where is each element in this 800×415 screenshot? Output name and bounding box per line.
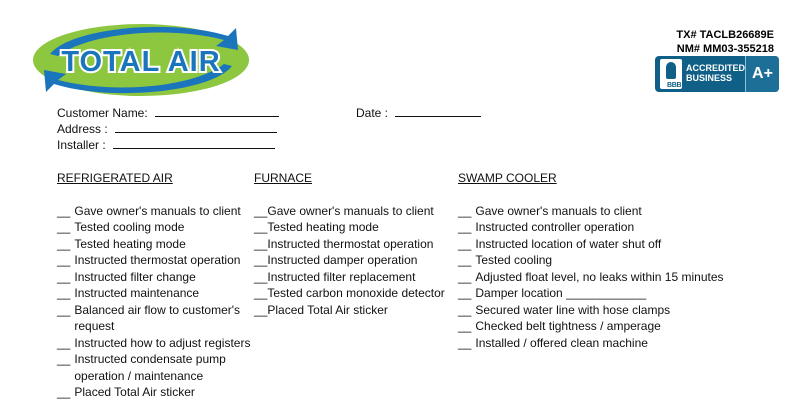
checkbox-blank[interactable]: __	[57, 236, 71, 251]
customer-name-field[interactable]	[57, 106, 279, 120]
checkbox-blank[interactable]: __	[458, 286, 472, 300]
checklist-item-label: Damper location ____________	[475, 286, 647, 300]
checklist-item-label: Instructed controller operation	[475, 220, 635, 234]
checklist-item[interactable]	[458, 219, 738, 236]
nm-license: NM# MM03-355218	[676, 43, 774, 55]
checklist-item-label: Checked belt tightness / amperage	[475, 319, 661, 333]
checkbox-blank[interactable]: __	[57, 286, 71, 300]
total-air-logo	[30, 20, 252, 98]
checklist-item[interactable]	[254, 285, 454, 302]
checkbox-blank[interactable]: __	[254, 269, 268, 284]
logo-text: TOTAL AIR	[61, 46, 221, 78]
checklist-item-label: Tested cooling mode	[74, 220, 185, 234]
checkbox-blank[interactable]: __	[254, 302, 268, 317]
installer-field[interactable]	[57, 138, 275, 152]
checklist-item[interactable]	[458, 285, 738, 302]
date-line[interactable]	[395, 106, 481, 117]
address-line[interactable]	[115, 122, 277, 133]
checklist	[254, 203, 454, 319]
checklist-item[interactable]	[57, 351, 252, 384]
checklist-item[interactable]	[57, 302, 252, 335]
checkbox-blank[interactable]: __	[254, 236, 268, 251]
checklist-item[interactable]	[57, 252, 252, 269]
installer-line[interactable]	[113, 138, 275, 149]
checklist-item-label: Instructed maintenance	[74, 286, 200, 300]
checklist-item[interactable]	[458, 318, 738, 335]
checklist-item-label: Instructed thermostat operation	[74, 253, 241, 267]
column-title: SWAMP COOLER	[458, 171, 557, 185]
checklist-item-label: Balanced air flow to customer's request	[74, 302, 241, 333]
customer-name-label: Customer Name:	[57, 106, 148, 120]
checklist-item[interactable]	[254, 252, 454, 269]
checklist-item-label: Gave owner's manuals to client	[475, 203, 642, 218]
checklist-item[interactable]	[254, 219, 454, 236]
accredited-business-text: ACCREDITED BUSINESS	[686, 63, 746, 83]
checklist-item[interactable]	[458, 269, 738, 286]
checkbox-blank[interactable]: __	[57, 253, 71, 267]
checkbox-blank[interactable]: __	[458, 220, 472, 234]
checklist-item-label: Tested heating mode	[74, 236, 186, 251]
checkbox-blank[interactable]: __	[458, 253, 472, 267]
bbb-accredited-badge	[655, 56, 779, 92]
checkbox-blank[interactable]: __	[458, 203, 472, 218]
checklist	[458, 203, 738, 352]
bbb-rating-box	[745, 56, 779, 92]
column-title: REFRIGERATED AIR	[57, 171, 173, 185]
checklist-item-label: Instructed thermostat operation	[267, 236, 434, 251]
checklist-item[interactable]	[254, 269, 454, 286]
checklist-item-label: Tested carbon monoxide detector	[267, 286, 445, 300]
checklist-item-label: Instructed damper operation	[267, 253, 418, 267]
checklist-item[interactable]	[458, 252, 738, 269]
checklist-item-label: Tested cooling	[475, 253, 553, 267]
checkbox-blank[interactable]: __	[57, 385, 71, 399]
checklist-item[interactable]	[458, 236, 738, 253]
checkbox-blank[interactable]: __	[254, 286, 268, 300]
tx-license: TX# TACLB26689E	[676, 29, 774, 41]
checkbox-blank[interactable]: __	[57, 269, 71, 284]
checkbox-blank[interactable]: __	[458, 269, 472, 284]
checklist-item[interactable]	[57, 203, 252, 220]
checkbox-blank[interactable]: __	[254, 253, 268, 267]
checklist-item[interactable]	[254, 302, 454, 319]
checklist-item-label: Instructed filter replacement	[267, 269, 416, 284]
address-label: Address :	[57, 122, 108, 136]
furnace-column	[254, 170, 454, 318]
checkbox-blank[interactable]: __	[57, 302, 71, 317]
bbb-torch-icon	[660, 59, 682, 89]
checklist-item-label: Tested heating mode	[267, 220, 379, 234]
checkbox-blank[interactable]: __	[458, 319, 472, 333]
bbb-logo-text: BBB	[667, 82, 682, 89]
checkbox-blank[interactable]: __	[458, 236, 472, 251]
checklist-item[interactable]	[57, 236, 252, 253]
checklist-item[interactable]	[57, 219, 252, 236]
checklist-item[interactable]	[254, 236, 454, 253]
bbb-rating: A+	[752, 65, 773, 82]
checklist-item-label: Adjusted float level, no leaks within 15 minutes	[475, 269, 724, 284]
license-numbers	[676, 28, 774, 56]
checklist-item[interactable]	[458, 302, 738, 319]
checklist-item-label: Instructed condensate pump operation / maintenance	[74, 352, 226, 383]
checklist	[57, 203, 252, 401]
address-field[interactable]	[57, 122, 277, 136]
customer-name-line[interactable]	[155, 106, 279, 117]
checkbox-blank[interactable]: __	[57, 352, 71, 366]
checklist-item-label: Placed Total Air sticker	[267, 302, 388, 317]
date-field[interactable]	[356, 106, 481, 120]
checklist-item-label: Instructed location of water shut off	[475, 236, 662, 251]
checkbox-blank[interactable]: __	[458, 302, 472, 317]
checkbox-blank[interactable]: __	[57, 335, 71, 350]
checklist-item[interactable]	[57, 384, 252, 401]
checkbox-blank[interactable]: __	[458, 335, 472, 350]
checklist-item-label: Secured water line with hose clamps	[475, 302, 671, 317]
checklist-item-label: Gave owner's manuals to client	[267, 203, 434, 218]
checklist-item[interactable]	[57, 285, 252, 302]
checklist-item[interactable]	[458, 335, 738, 352]
checklist-item-label: Installed / offered clean machine	[475, 335, 648, 350]
swamp-cooler-column	[458, 170, 738, 351]
column-title: FURNACE	[254, 171, 313, 185]
checkbox-blank[interactable]: __	[57, 203, 71, 218]
refrigerated-air-column	[57, 170, 252, 401]
checklist-item[interactable]	[254, 203, 454, 220]
installer-label: Installer :	[57, 138, 106, 152]
checkbox-blank[interactable]: __	[254, 220, 268, 234]
date-label: Date :	[356, 106, 389, 120]
checkbox-blank[interactable]: __	[57, 220, 71, 234]
checklist-item-label: Placed Total Air sticker	[74, 385, 195, 399]
checklist-item-label: Instructed filter change	[74, 269, 196, 284]
checklist-item-label: Instructed how to adjust registers	[74, 335, 251, 350]
checklist-item-label: Gave owner's manuals to client	[74, 203, 241, 218]
checklist-item[interactable]	[57, 269, 252, 286]
checklist-item[interactable]	[57, 335, 252, 352]
checklist-item[interactable]	[458, 203, 738, 220]
checkbox-blank[interactable]: __	[254, 203, 268, 218]
